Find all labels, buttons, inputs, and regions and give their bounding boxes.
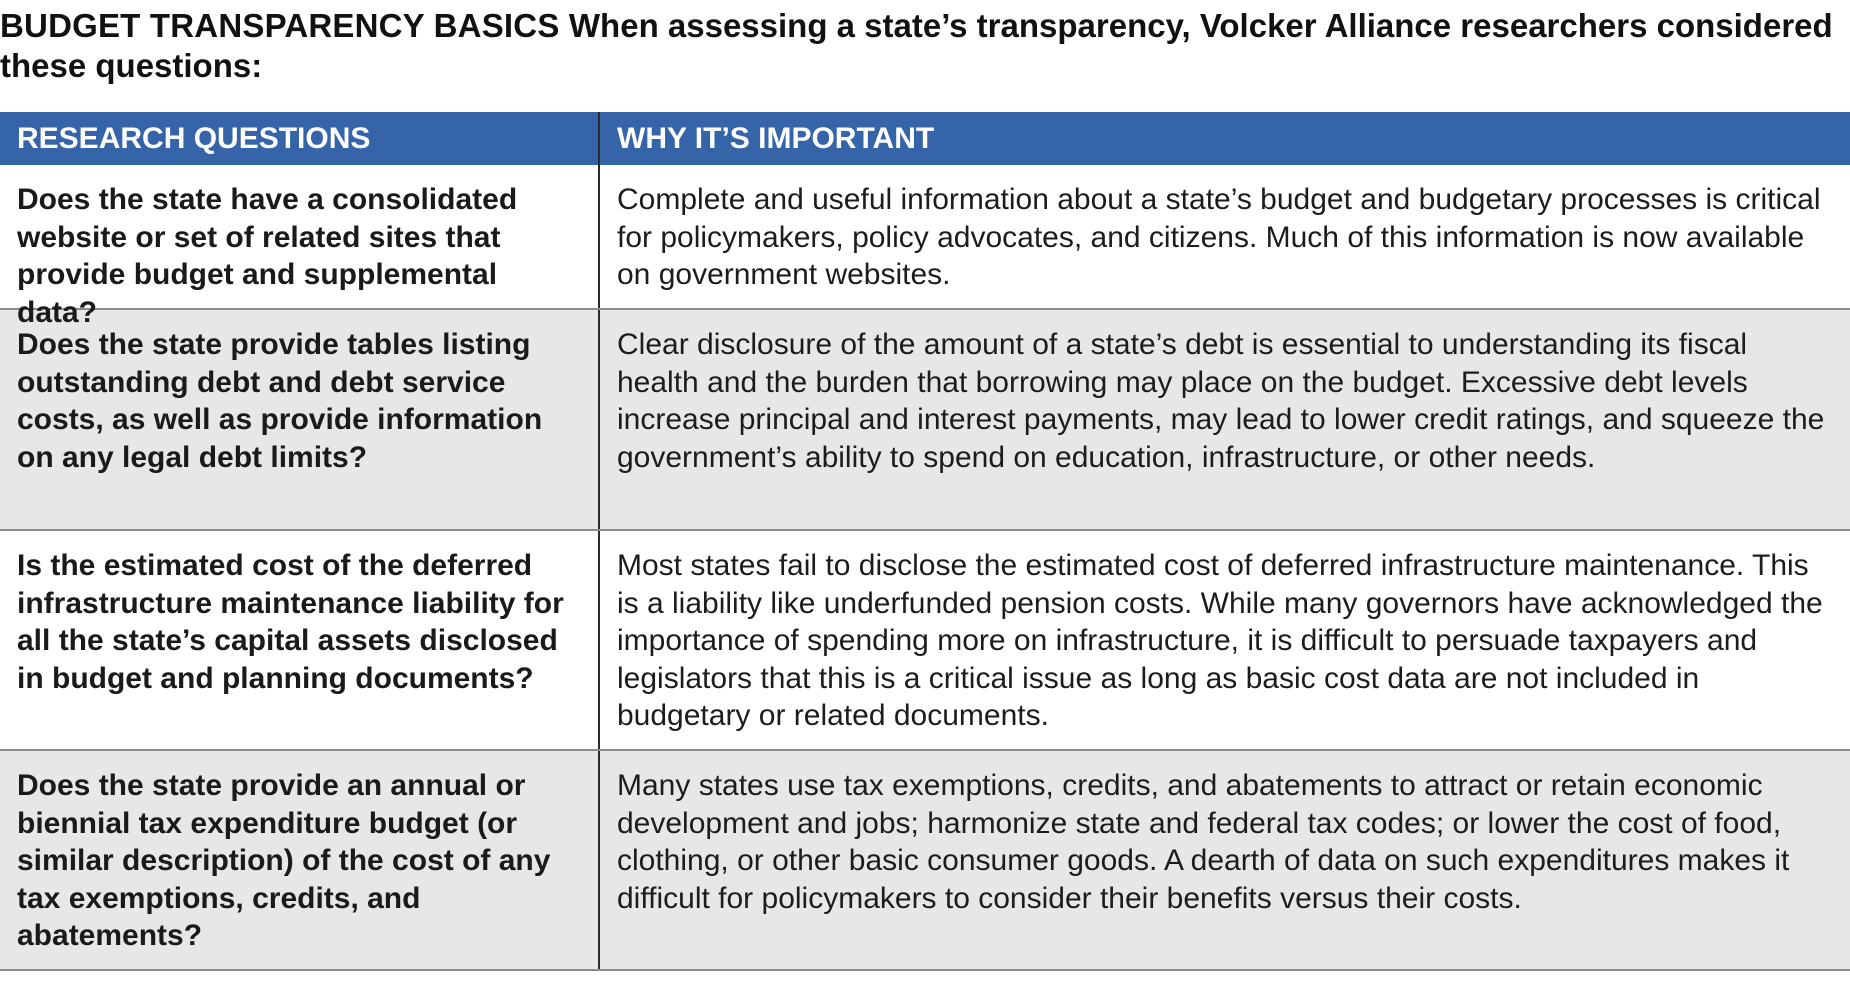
why-cell: Many states use tax exemptions, credits, and abatements to attract or retain economic development and jobs; harmonize state and federal tax codes; or lower the cost of food, clothing, or other basic consumer goods. A dearth of data on such expenditures makes it difficult for policymakers to consider their benefits versus their costs.	[617, 769, 1790, 915]
why-cell: Clear disclosure of the amount of a state’s debt is essential to understanding its fiscal health and the burden that borrowing may place on the budget. Excessive debt levels increase principal and interest payments, may lead to lower credit ratings, and squeeze the government’s ability to spend on education, infrastructure, or other needs.	[617, 328, 1825, 474]
table-row	[0, 751, 1850, 971]
why-cell: Complete and useful information about a state’s budget and budgetary processes is critical for policymakers, policy advocates, and citizens. Much of this information is now available on government websites.	[617, 183, 1821, 291]
table-header	[0, 112, 1850, 165]
table-row	[0, 165, 1850, 329]
question-cell: Does the state have a consolidated website or set of related sites that provide budget and supplemental data?	[0, 165, 600, 308]
header-why-important: WHY IT’S IMPORTANT	[617, 121, 935, 155]
table-row	[0, 310, 1850, 531]
heading-kicker: BUDGET TRANSPARENCY BASICS	[0, 7, 560, 44]
question-cell: Is the estimated cost of the deferred infrastructure maintenance liability for all the state’s capital assets disclosed in budget and planning documents?	[0, 531, 600, 749]
header-research-questions: RESEARCH QUESTIONS	[0, 112, 600, 165]
question-cell: Does the state provide tables listing outstanding debt and debt service costs, as well as provide information on any legal debt limits?	[0, 310, 600, 529]
question-cell: Does the state provide an annual or biennial tax expenditure budget (or similar description) of the cost of any tax exemptions, credits, and abatements?	[0, 751, 600, 969]
heading-intro: When assessing a state’s transparency, Volcker Alliance researchers considered these questions:	[0, 7, 1833, 84]
why-cell: Most states fail to disclose the estimated cost of deferred infrastructure maintenance. This is a liability like underfunded pension costs. While many governors have acknowledged the importance of spending more on infrastructure, it is difficult to persuade taxpayers and legislators that this is a critical issue as long as basic cost data are not included in budgetary or related documents.	[617, 549, 1823, 732]
page-heading	[0, 6, 1840, 86]
table-row	[0, 531, 1850, 751]
transparency-table	[0, 112, 1850, 971]
